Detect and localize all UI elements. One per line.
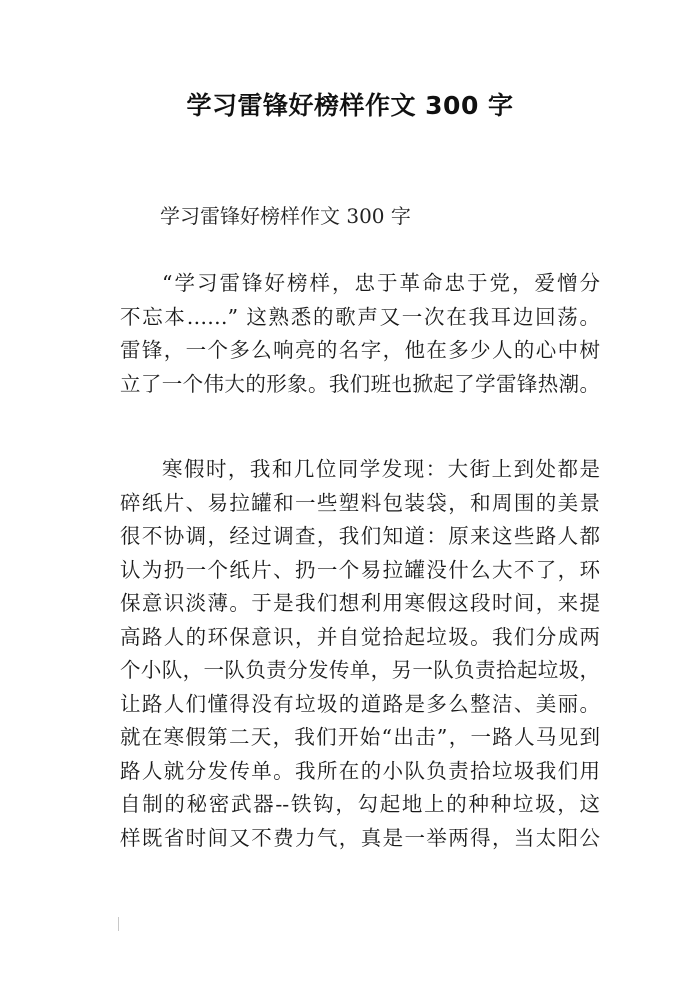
paragraph-line: 路人就分发传单。我所在的小队负责拾垃圾我们用 — [120, 758, 600, 783]
paragraph-line: 雷锋，一个多么响亮的名字，他在多少人的心中树 — [120, 338, 600, 362]
paragraph-line: 样既省时间又不费力气，真是一举两得，当太阳公 — [120, 825, 600, 850]
paragraph-line: 高路人的环保意识，并自觉拾起垃圾。我们分成两 — [120, 624, 600, 649]
paragraph — [120, 453, 600, 855]
paragraph-line: 让路人们懂得没有垃圾的道路是多么整洁、美丽。 — [120, 691, 600, 716]
paragraph-line: 认为扔一个纸片、扔一个易拉罐没什么大不了，环 — [120, 557, 600, 582]
paragraph-line: 碎纸片、易拉罐和一些塑料包装袋，和周围的美景 — [120, 490, 600, 515]
paragraph-line: 个小队，一队负责分发传单，另一队负责拾起垃圾， — [120, 658, 600, 682]
margin-mark — [118, 917, 119, 931]
paragraph-line: “学习雷锋好榜样，忠于革命忠于党，爱憎分 — [162, 271, 600, 295]
paragraph — [120, 267, 600, 401]
essay-heading: 学习雷锋好榜样作文 300 字 — [160, 204, 411, 228]
paragraph-line: 不忘本……” 这熟悉的歌声又一次在我耳边回荡。 — [120, 304, 600, 329]
paragraph-line: 很不协调，经过调查，我们知道：原来这些路人都 — [120, 524, 600, 548]
paragraph-line: 自制的秘密武器--铁钩，勾起地上的种种垃圾，这 — [120, 792, 600, 816]
paragraph-line: 立了一个伟大的形象。我们班也掀起了学雷锋热潮。 — [120, 371, 600, 396]
paragraph-line: 保意识淡薄。于是我们想利用寒假这段时间，来提 — [120, 591, 600, 615]
page-title: 学习雷锋好榜样作文 300 字 — [186, 91, 514, 120]
paragraph-line: 就在寒假第二天，我们开始“出击”，一路人马见到 — [120, 725, 600, 749]
paragraph-line: 寒假时，我和几位同学发现：大街上到处都是 — [162, 457, 600, 481]
